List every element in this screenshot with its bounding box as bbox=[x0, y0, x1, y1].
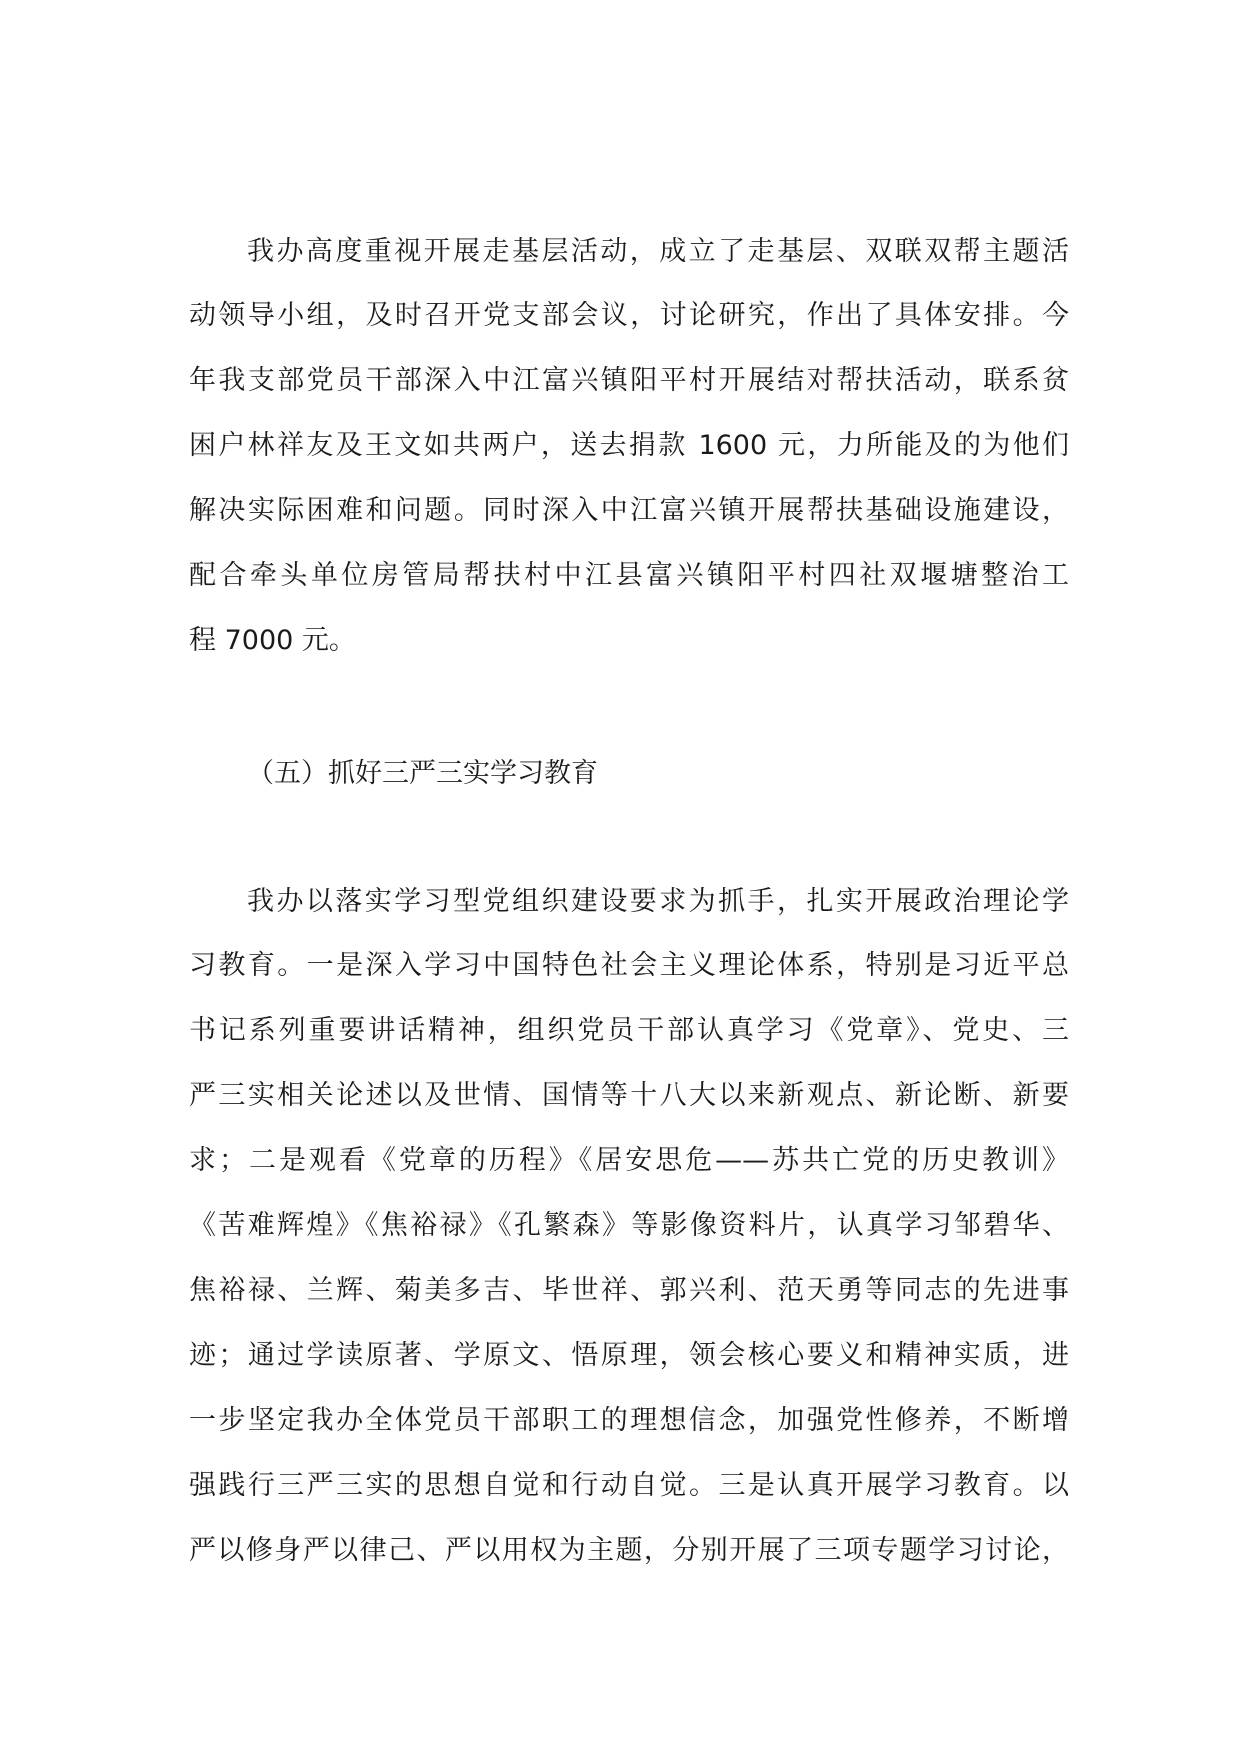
paragraph-line: 严以修身严以律己、严以用权为主题，分别开展了三项专题学习讨论， bbox=[189, 1535, 1069, 1566]
paragraph-line: 焦裕禄、兰辉、菊美多吉、毕世祥、郭兴利、范天勇等同志的先进事 bbox=[189, 1275, 1069, 1306]
paragraph-line: 强践行三严三实的思想自觉和行动自觉。三是认真开展学习教育。以 bbox=[189, 1470, 1069, 1501]
paragraph-line: 困户林祥友及王文如共两户，送去捐款 1600 元，力所能及的为他们 bbox=[189, 430, 1069, 461]
paragraph-line: 书记系列重要讲话精神，组织党员干部认真学习《党章》、党史、三 bbox=[189, 1015, 1069, 1046]
paragraph-line: 求；二是观看《党章的历程》《居安思危——苏共亡党的历史教训》 bbox=[189, 1145, 1069, 1176]
paragraph-line: 配合牵头单位房管局帮扶村中江县富兴镇阳平村四社双堰塘整治工 bbox=[189, 560, 1069, 591]
paragraph-line: 解决实际困难和问题。同时深入中江富兴镇开展帮扶基础设施建设， bbox=[189, 495, 1069, 526]
paragraph-line: 严三实相关论述以及世情、国情等十八大以来新观点、新论断、新要 bbox=[189, 1080, 1069, 1111]
paragraph-line: 一步坚定我办全体党员干部职工的理想信念，加强党性修养，不断增 bbox=[189, 1405, 1069, 1436]
section-heading: （五）抓好三严三实学习教育 bbox=[247, 758, 598, 789]
paragraph-line: 我办以落实学习型党组织建设要求为抓手，扎实开展政治理论学 bbox=[247, 886, 1069, 917]
paragraph-line: 迹；通过学读原著、学原文、悟原理，领会核心要义和精神实质，进 bbox=[189, 1340, 1069, 1371]
paragraph-line: 《苦难辉煌》《焦裕禄》《孔繁森》等影像资料片，认真学习邹碧华、 bbox=[189, 1210, 1069, 1241]
paragraph-line: 习教育。一是深入学习中国特色社会主义理论体系，特别是习近平总 bbox=[189, 950, 1069, 981]
paragraph-line: 年我支部党员干部深入中江富兴镇阳平村开展结对帮扶活动，联系贫 bbox=[189, 365, 1069, 396]
paragraph-line: 我办高度重视开展走基层活动，成立了走基层、双联双帮主题活 bbox=[247, 236, 1069, 267]
paragraph-line: 程 7000 元。 bbox=[189, 625, 356, 656]
paragraph-line: 动领导小组，及时召开党支部会议，讨论研究，作出了具体安排。今 bbox=[189, 300, 1069, 331]
